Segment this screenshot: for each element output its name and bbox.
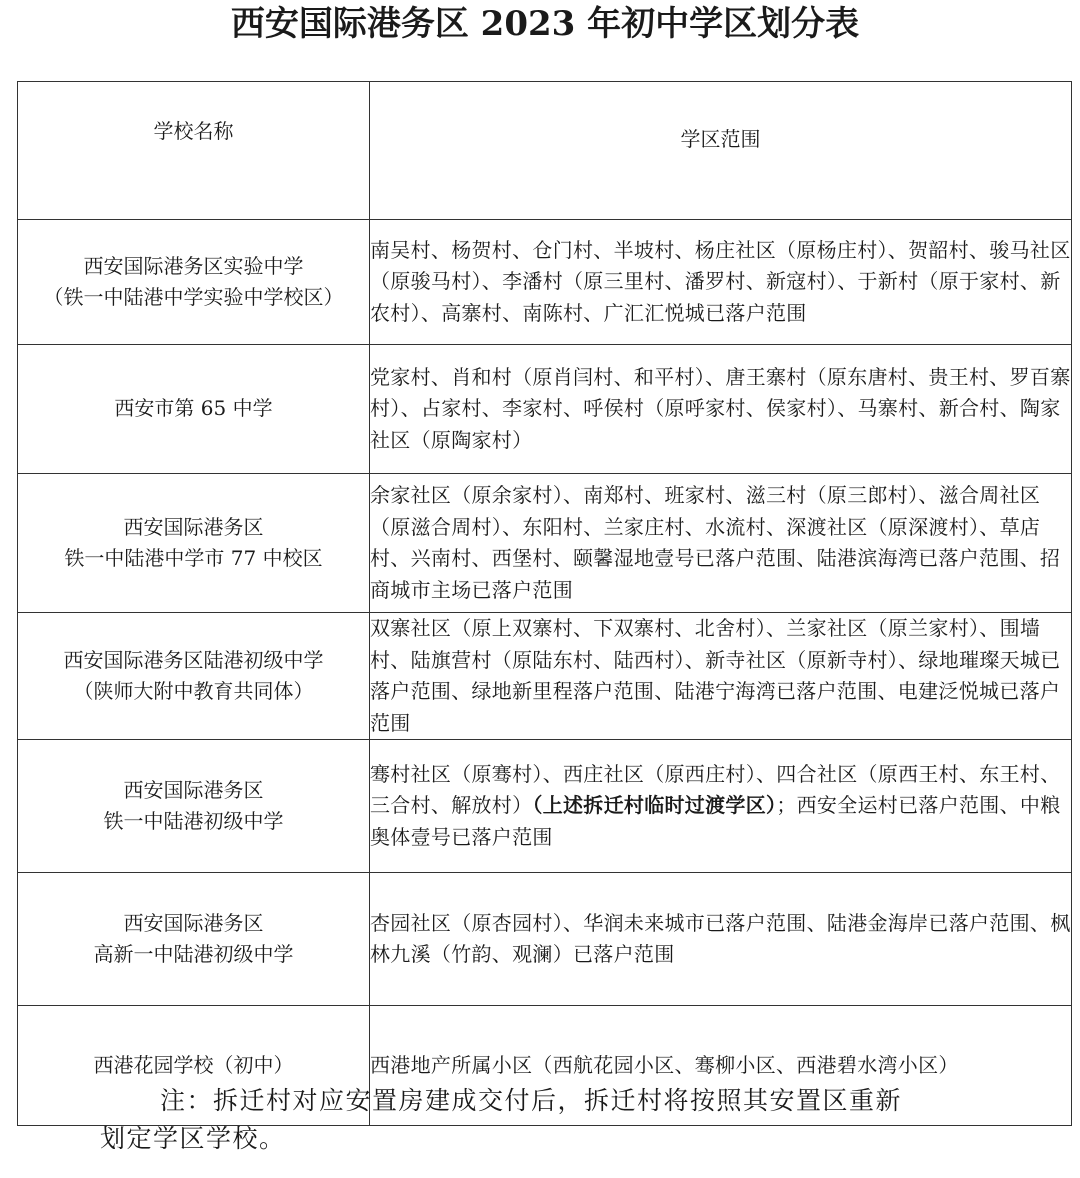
page-title: 西安国际港务区 2023 年初中学区划分表	[230, 4, 860, 44]
footnote-line: 划定学区学校。	[100, 1124, 286, 1153]
district-range-cell: 余家社区（原余家村）、南郑村、班家村、滋三村（原三郎村）、滋合周社区（原滋合周村）、东阳村、兰家庄村、水流村、深渡社区（原深渡村）、草店村、兴南村、西堡村、颐馨湿地壹号已落户范围、陆港滨海湾已落户范围、招商城市主场已落户范围	[370, 474, 1072, 613]
district-range-cell: 党家村、肖和村（原肖闫村、和平村）、唐王寨村（原东唐村、贵王村、罗百寨村）、占家村、李家村、呼侯村（原呼家村、侯家村）、马寨村、新合村、陶家社区（原陶家村）	[370, 345, 1072, 474]
school-name-line: 西港花园学校（初中）	[93, 1052, 294, 1077]
school-name-line: 西安国际港务区	[123, 514, 264, 539]
school-name-line: 西安国际港务区陆港初级中学	[63, 647, 324, 672]
transition-district-note: （上述拆迁村临时过渡学区）	[532, 793, 777, 818]
table-row	[18, 740, 1072, 873]
district-range-cell: 南吴村、杨贺村、仓门村、半坡村、杨庄社区（原杨庄村）、贺韶村、骏马社区（原骏马村）、李潘村（原三里村、潘罗村、新寇村）、于新村（原于家村、新农村）、高寨村、南陈村、广汇汇悦城已落户范围	[370, 220, 1072, 345]
header-district-range: 学区范围	[370, 82, 1072, 220]
school-name-line: 铁一中陆港中学市 77 中校区	[64, 546, 323, 570]
school-name-line: （铁一中陆港中学实验中学校区）	[43, 285, 344, 309]
school-name-cell	[18, 345, 370, 474]
school-name-line: 高新一中陆港初级中学	[93, 942, 294, 966]
school-district-table	[17, 81, 1072, 1126]
header-school-name: 学校名称	[18, 82, 370, 220]
footnote-line: 注：拆迁村对应安置房建成交付后，拆迁村将按照其安置区重新	[160, 1086, 903, 1115]
table-row	[18, 345, 1072, 474]
district-range-cell: 西港地产所属小区（西航花园小区、骞柳小区、西港碧水湾小区）	[370, 1006, 1072, 1126]
school-name-cell	[18, 613, 370, 740]
district-range-text: 骞村社区（原骞村）、西庄社区（原西庄村）、四合社区（原西王村、东王村、三合村、解放村）	[370, 761, 1061, 818]
district-range-cell	[370, 740, 1072, 873]
school-name-cell	[18, 220, 370, 345]
district-range-text: ；西安全运村已落户范围、中粮奥体壹号已落户范围	[370, 793, 1061, 849]
school-name-cell	[18, 873, 370, 1006]
table-row	[18, 873, 1072, 1006]
school-name-line: 西安市第 65 中学	[114, 396, 273, 421]
school-name-line: 西安国际港务区	[123, 777, 264, 802]
district-range-cell: 杏园社区（原杏园村）、华润未来城市已落户范围、陆港金海岸已落户范围、枫林九溪（竹韵、观澜）已落户范围	[370, 873, 1072, 1006]
footnote	[100, 1082, 1000, 1158]
school-name-line: 铁一中陆港初级中学	[103, 809, 284, 833]
table-row	[18, 613, 1072, 740]
table-row	[18, 474, 1072, 613]
table-header-row	[18, 82, 1072, 220]
school-name-line: 西安国际港务区实验中学	[83, 253, 304, 278]
school-name-line: （陕师大附中教育共同体）	[73, 679, 314, 703]
school-name-cell	[18, 740, 370, 873]
school-name-line: 西安国际港务区	[123, 910, 264, 935]
school-name-cell	[18, 474, 370, 613]
district-range-cell: 双寨社区（原上双寨村、下双寨村、北舍村）、兰家社区（原兰家村）、围墙村、陆旗营村（原陆东村、陆西村）、新寺社区（原新寺村）、绿地璀璨天城已落户范围、绿地新里程落户范围、陆港宁海湾已落户范围、电建泛悦城已落户范围	[370, 613, 1072, 740]
table-row	[18, 220, 1072, 345]
